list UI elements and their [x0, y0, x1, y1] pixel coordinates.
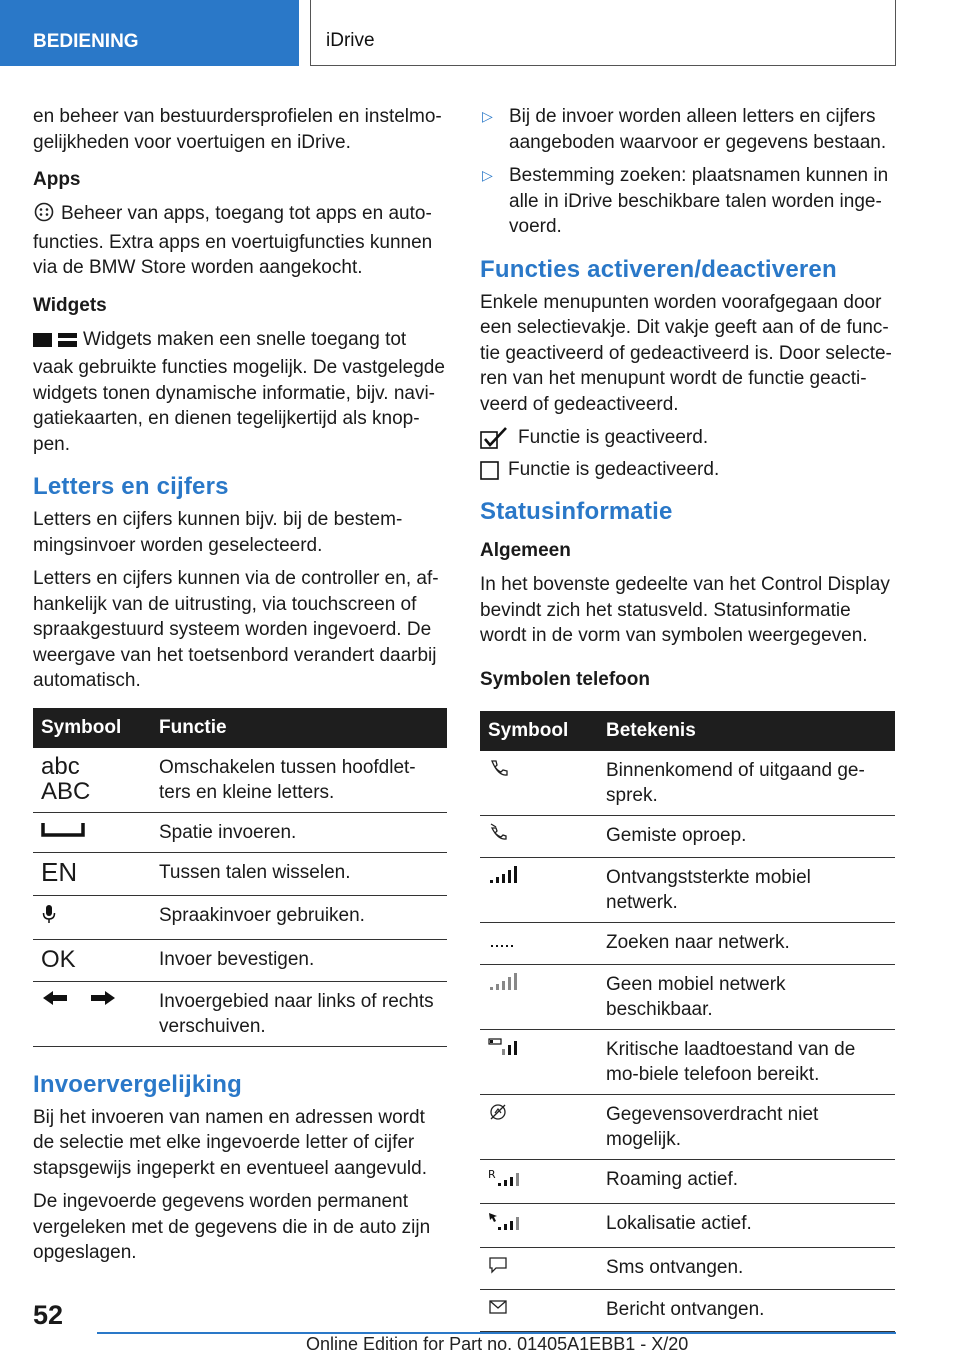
language-icon: EN [41, 856, 78, 887]
svg-text:R: R [488, 1167, 496, 1181]
table-row [480, 1289, 895, 1331]
list-item [480, 163, 895, 240]
row-text: Spatie invoeren. [151, 812, 447, 852]
symbolen-heading: Symbolen telefoon [480, 668, 650, 690]
invoer-paragraph-1: Bij het invoeren van namen en adressen wordt de selectie met elke ingevoerde letter of cijfer stapsgewijs ingeperkt en eventueel aangevuld. [33, 1106, 427, 1179]
input-symbols-table [33, 708, 447, 1047]
row-text: Invoergebied naar links of rechts verschuiven. [151, 981, 447, 1046]
functies-heading: Functies activeren/deactiveren [480, 255, 837, 283]
invoer-paragraph-2: De ingevoerde gegevens worden permanent vergeleken met de gegevens die in de auto zijn opgeslagen. [33, 1191, 431, 1263]
table-row [480, 964, 895, 1029]
row-text: Invoer bevestigen. [151, 939, 447, 981]
case-upper-label: ABC [41, 777, 91, 805]
checked-line [480, 425, 895, 450]
location-icon [488, 1211, 520, 1233]
network-search-icon [488, 930, 518, 950]
row-text: Binnenkomend of uitgaand ge-sprek. [598, 751, 895, 816]
row-text: Spraakinvoer gebruiken. [151, 895, 447, 939]
ok-icon: OK [41, 945, 76, 973]
row-text: Ontvangststerkte mobiel netwerk. [598, 857, 895, 922]
case-toggle-icon [33, 748, 151, 813]
missed-call-icon [488, 823, 510, 843]
functies-paragraph: Enkele menupunten worden voorafgegaan door een selectievakje. Dit vakje geeft aan of de func-tie geactiveerd of gedeactiveerd is. Door selecte-ren van het menupunt wordt de functie geacti-veerd of gedeactiveerd. [480, 291, 892, 415]
table-header-row [480, 711, 895, 751]
microphone-icon [41, 903, 57, 925]
table-row [33, 939, 447, 981]
page-header [0, 0, 960, 66]
row-text: Tussen talen wisselen. [151, 852, 447, 895]
row-text: Omschakelen tussen hoofdlet-ters en kleine letters. [151, 748, 447, 813]
roaming-icon [488, 1167, 520, 1189]
row-text: Zoeken naar netwerk. [598, 922, 895, 964]
table-row [480, 815, 895, 857]
envelope-icon [488, 1297, 510, 1317]
widgets-paragraph [33, 327, 447, 458]
apps-text: Beheer van apps, toegang tot apps en auto-functies. Extra apps en voertuigfuncties kunnen via de BMW Store worden aangekocht. [33, 203, 433, 278]
low-battery-icon [488, 1037, 518, 1057]
unchecked-text: Functie is gedeactiveerd. [508, 459, 720, 480]
widgets-text: Widgets maken een snelle toegang tot vaak gebruikte functies mogelijk. De vastgelegde widgets tonen dynamische informatie, bijv. navi-gatiekaarten, en dienen tegelijkertijd als knop-pen. [33, 328, 445, 455]
column-header-symbol: Symbool [33, 708, 151, 748]
row-text: Gegevensoverdracht niet mogelijk. [598, 1094, 895, 1159]
table-row [480, 1029, 895, 1094]
phone-symbols-table [480, 711, 895, 1332]
section-label: BEDIENING [0, 0, 299, 66]
left-column [33, 104, 447, 1274]
table-row [480, 857, 895, 922]
letters-paragraph-2: Letters en cijfers kunnen via de controller en, af-hankelijk van de uitrusting, via touchscreen of spraakgestuurd systeem worden ingevoerd. De weergave van het toetsenbord verandert daarbij automatisch. [33, 568, 439, 691]
column-header-function: Functie [151, 708, 447, 748]
algemeen-heading: Algemeen [480, 540, 571, 561]
table-row [480, 1159, 895, 1203]
status-heading: Statusinformatie [480, 498, 673, 525]
letters-paragraph-1: Letters en cijfers kunnen bijv. bij de bestem-mingsinvoer worden geselecteerd. [33, 509, 403, 556]
row-text: Lokalisatie actief. [598, 1203, 895, 1247]
table-row [480, 1203, 895, 1247]
table-row [33, 895, 447, 939]
table-row [480, 751, 895, 816]
space-icon [41, 820, 85, 838]
column-header-symbol: Symbool [480, 711, 598, 751]
right-column [480, 104, 895, 1332]
sms-icon [488, 1255, 510, 1275]
no-network-icon [488, 972, 518, 992]
algemeen-paragraph: In het bovenste gedeelte van het Control Display bevindt zich het statusveld. Statusinformatie wordt in de vorm van symbolen weergegeven. [480, 574, 890, 646]
row-text: Bericht ontvangen. [598, 1289, 895, 1331]
row-text: Sms ontvangen. [598, 1247, 895, 1289]
table-row [33, 812, 447, 852]
arrows-left-right-icon [41, 989, 117, 1007]
row-text: Geen mobiel netwerk beschikbaar. [598, 964, 895, 1029]
no-data-icon [488, 1102, 510, 1122]
table-row [480, 1094, 895, 1159]
apps-heading: Apps [33, 169, 81, 190]
apps-icon [33, 202, 55, 230]
list-item [480, 104, 895, 155]
checkbox-checked-icon [480, 427, 510, 449]
table-row [33, 852, 447, 895]
row-text: Roaming actief. [598, 1159, 895, 1203]
edition-footer: Online Edition for Part no. 01405A1EBB1 - X/20 [306, 1334, 689, 1354]
page-number: 52 [33, 1300, 64, 1330]
bullet-text: Bestemming zoeken: plaatsnamen kunnen in alle in iDrive beschikbare talen worden inge-voerd. [509, 165, 889, 237]
table-header-row [33, 708, 447, 748]
table-row [33, 981, 447, 1046]
table-row [33, 748, 447, 813]
bullet-text: Bij de invoer worden alleen letters en cijfers aangeboden waarvoor er gegevens bestaan. [509, 106, 887, 153]
row-text: Gemiste oproep. [598, 815, 895, 857]
phone-call-icon [488, 758, 510, 778]
apps-paragraph [33, 201, 447, 281]
unchecked-line [480, 457, 895, 482]
checkbox-unchecked-icon [480, 460, 502, 480]
checked-text: Functie is geactiveerd. [518, 427, 709, 448]
bullet-list [480, 104, 895, 240]
case-lower-label: abc [41, 752, 80, 780]
chapter-title: iDrive [310, 0, 896, 66]
row-text: Kritische laadtoestand van de mo-biele telefoon bereikt. [598, 1029, 895, 1094]
triangle-bullet-icon: ▷ [482, 167, 493, 183]
letters-heading: Letters en cijfers [33, 473, 229, 500]
triangle-bullet-icon: ▷ [482, 108, 493, 124]
widgets-heading: Widgets [33, 294, 107, 316]
widgets-icon [33, 330, 77, 356]
signal-strength-icon [488, 865, 518, 885]
invoer-heading: Invoervergelijking [33, 1070, 243, 1098]
column-header-meaning: Betekenis [598, 711, 895, 751]
table-row [480, 922, 895, 964]
table-row [480, 1247, 895, 1289]
intro-paragraph: en beheer van bestuurdersprofielen en instelmo-gelijkheden voor voertuigen en iDrive. [33, 106, 442, 153]
